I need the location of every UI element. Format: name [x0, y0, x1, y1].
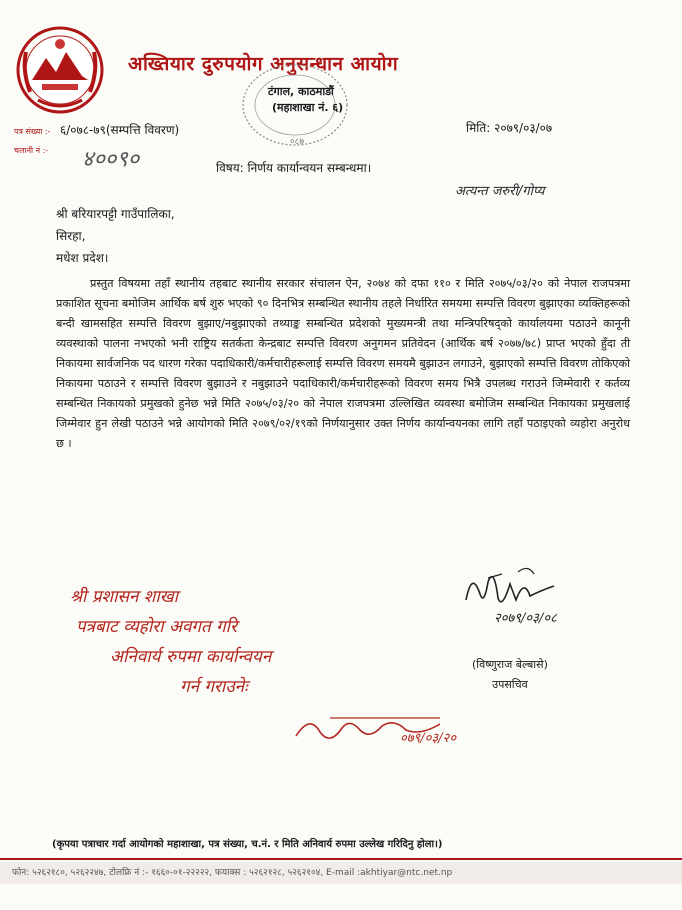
dispatch-number: ४००९० [82, 147, 140, 172]
signatory-title: उपसचिव [492, 678, 528, 691]
footnote: (कृपया पत्राचार गर्दा आयोगको महाशाखा, पत्र संख्या, च.नं. र मिति अनिवार्य रुपमा उल्लेख गरिदिनु होला।) [52, 839, 443, 850]
subject-line: विषय: निर्णय कार्यान्वयन सम्बन्धमा। [216, 161, 372, 175]
branch-number: (महाशाखा नं. ६) [272, 101, 344, 114]
office-address: टंगाल, काठमाडौं [268, 85, 334, 98]
note-line-1: श्री प्रशासन शाखा [70, 587, 179, 607]
note-date: ०७९/०३/२० [400, 731, 457, 746]
handwritten-note [70, 582, 430, 702]
urgency-mark: अत्यन्त जरुरी/गोप्य [455, 184, 545, 199]
signature-image [458, 560, 588, 630]
dispatch-label: चलानी नं :- [14, 146, 49, 155]
letter-date: मिति: २०७९/०३/०७ [466, 121, 553, 135]
reference-label: पत्र संख्या :- [14, 127, 51, 136]
stamp-number: ०८७ [290, 137, 305, 147]
nepal-emblem-icon [12, 22, 108, 118]
recipient-line-3: मधेश प्रदेश। [56, 251, 109, 265]
contact-footer: फोन: ५२६२१८०, ५२६२२४७, टोलफ्रि नं :- १६६०-०१-२२२२२, फयाक्स : ५२६२१२८, ५२६२१०४, E-mail :akhtiyar@ntc.net.np [0, 862, 682, 884]
organization-title: अख्तियार दुरुपयोग अनुसन्धान आयोग [128, 53, 399, 75]
recipient-line-2: सिरहा, [56, 229, 86, 243]
note-line-4: गर्न गराउनेः [180, 677, 248, 697]
recipient-block [56, 203, 175, 269]
signatory-block [472, 655, 548, 695]
note-line-3: अनिवार्य रुपमा कार्यान्वयन [110, 647, 272, 667]
recipient-line-1: श्री बरियारपट्टी गाउँपालिका, [56, 207, 175, 221]
note-line-2: पत्रबाट व्यहोरा अवगत गरि [76, 617, 238, 637]
letter-body: प्रस्तुत विषयमा तहाँ स्थानीय तहबाट स्थानीय सरकार संचालन ऐन, २०७४ को दफा ११० र मिति २०७५/०३/२० को नेपाल राजपत्रमा प्रकाशित सूचना बमोजिम आर्थिक बर्ष शुरु भएको ९० दिनभित्र सम्बन्धित स्थानीय तहले निर्धारित समयमा सम्पत्ति विवरण बुझाएका व्यक्तिहरूको बन्दी खामसहित सम्पत्ति विवरण बुझाए/नबुझाएको तथ्याङ्क सम्बन्धित प्रदेशको मुख्यमन्त्री तथा मन्त्रिपरिषद्को कार्यालयमा पठाउने कानूनी व्यवस्थाको पालना नभएको भनी राष्ट्रिय सतर्कता केन्द्रबाट सम्पत्ति विवरण अनुगमन प्रतिवेदन (आर्थिक बर्ष २०७७/७८) प्राप्त भएको हुँदा ती निकायमा सार्वजनिक पद धारण गरेका पदाधिकारी/कर्मचारीहरूलाई सम्पत्ति विवरण समयमै बुझाउन लगाउने, बुझाएको सम्पत्ति विवरण तोकिएको निकायमा पठाउने र सम्पत्ति विवरण बुझाउने र नबुझाउने पदाधिकारी/कर्मचारीहरूको विवरण समय भित्रै उपलब्ध गराउने जिम्मेवारी र कर्तव्य सम्बन्धित निकायको प्रमुखको हुनेछ भन्ने मिति २०७५/०३/२० को नेपाल राजपत्रमा उल्लिखित व्यवस्था बमोजिम सम्बन्धित निकायका प्रमुखलाई जिम्मेवार हुन लेखी पठाउने भन्ने आयोगको मिति २०७९/०२/१९को निर्णयानुसार उक्त निर्णय कार्यान्वयनका लागि तहाँ पठाइएको व्यहोरा अनुरोध छ । [56, 277, 630, 450]
reference-number: ६/०७८-७९(सम्पत्ति विवरण) [60, 123, 180, 137]
signature-date: २०७९/०३/०८ [494, 611, 557, 626]
signatory-name: (विष्णुराज बेल्बासे) [472, 658, 548, 671]
footer-divider [0, 858, 682, 860]
